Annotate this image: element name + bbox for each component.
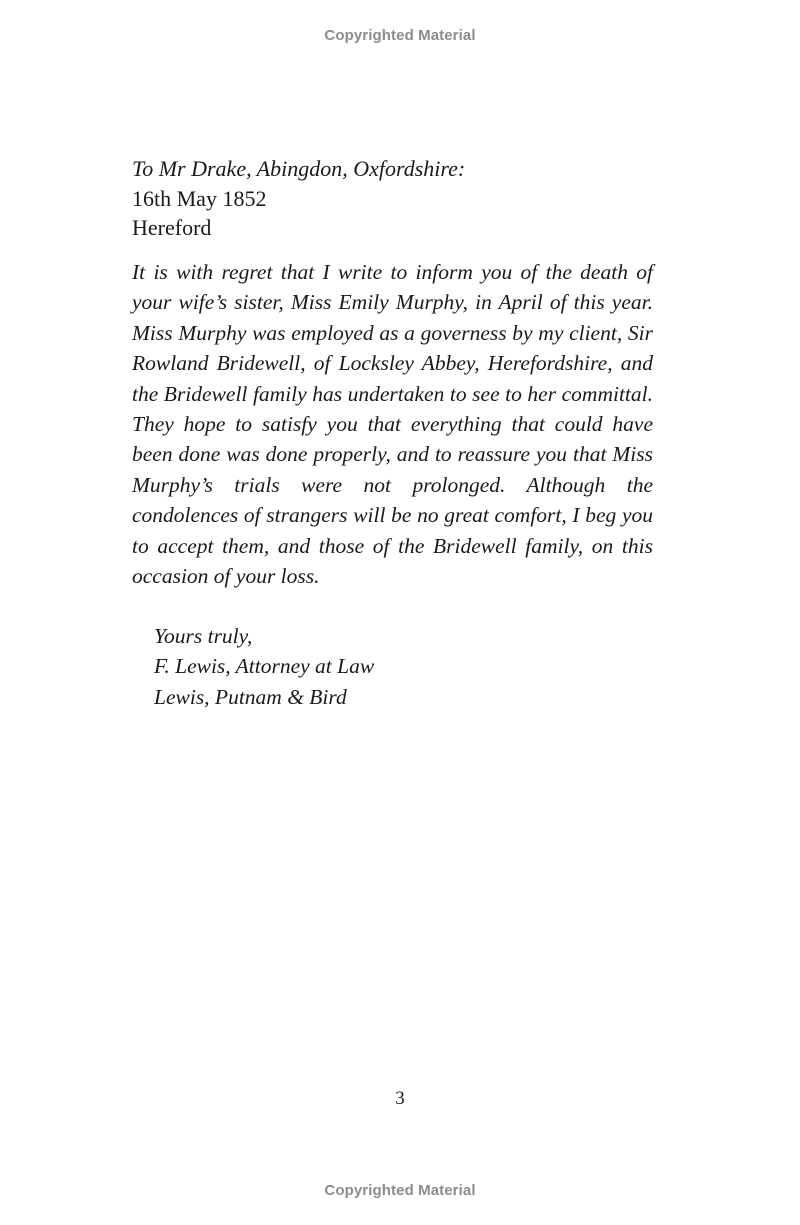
letter-firm: Lewis, Putnam & Bird xyxy=(154,684,347,709)
letter-body: It is with regret that I write to inform you of the death of your wife’s sister, Miss Emily Murphy, in April of this year. Miss Murphy was employed as a governess by my client, Sir Rowland Bridewell, of Locksley Abbey, Herefordshire, and the Bridewell family has undertaken to see to her committal. They hope to satisfy you that everything that could have been done was done properly, and to reassure you that Miss Murphy’s trials were not prolonged. Although the condolences of strangers will be no great comfort, I beg you to accept them, and those of the Bridewell family, on this occasion of your loss. xyxy=(132,260,653,589)
copyright-watermark-top: Copyrighted Material xyxy=(324,27,476,44)
letter-recipient: To Mr Drake, Abingdon, Oxfordshire: xyxy=(132,156,466,181)
letter-place: Hereford xyxy=(132,215,212,240)
letter-signature: F. Lewis, Attorney at Law xyxy=(154,654,375,679)
letter-header xyxy=(132,154,672,243)
page-number: 3 xyxy=(395,1088,405,1109)
letter-date: 16th May 1852 xyxy=(132,185,267,211)
letter-signoff xyxy=(154,621,374,712)
copyright-watermark-bottom: Copyrighted Material xyxy=(324,1182,476,1199)
letter-closing: Yours truly, xyxy=(154,624,253,648)
